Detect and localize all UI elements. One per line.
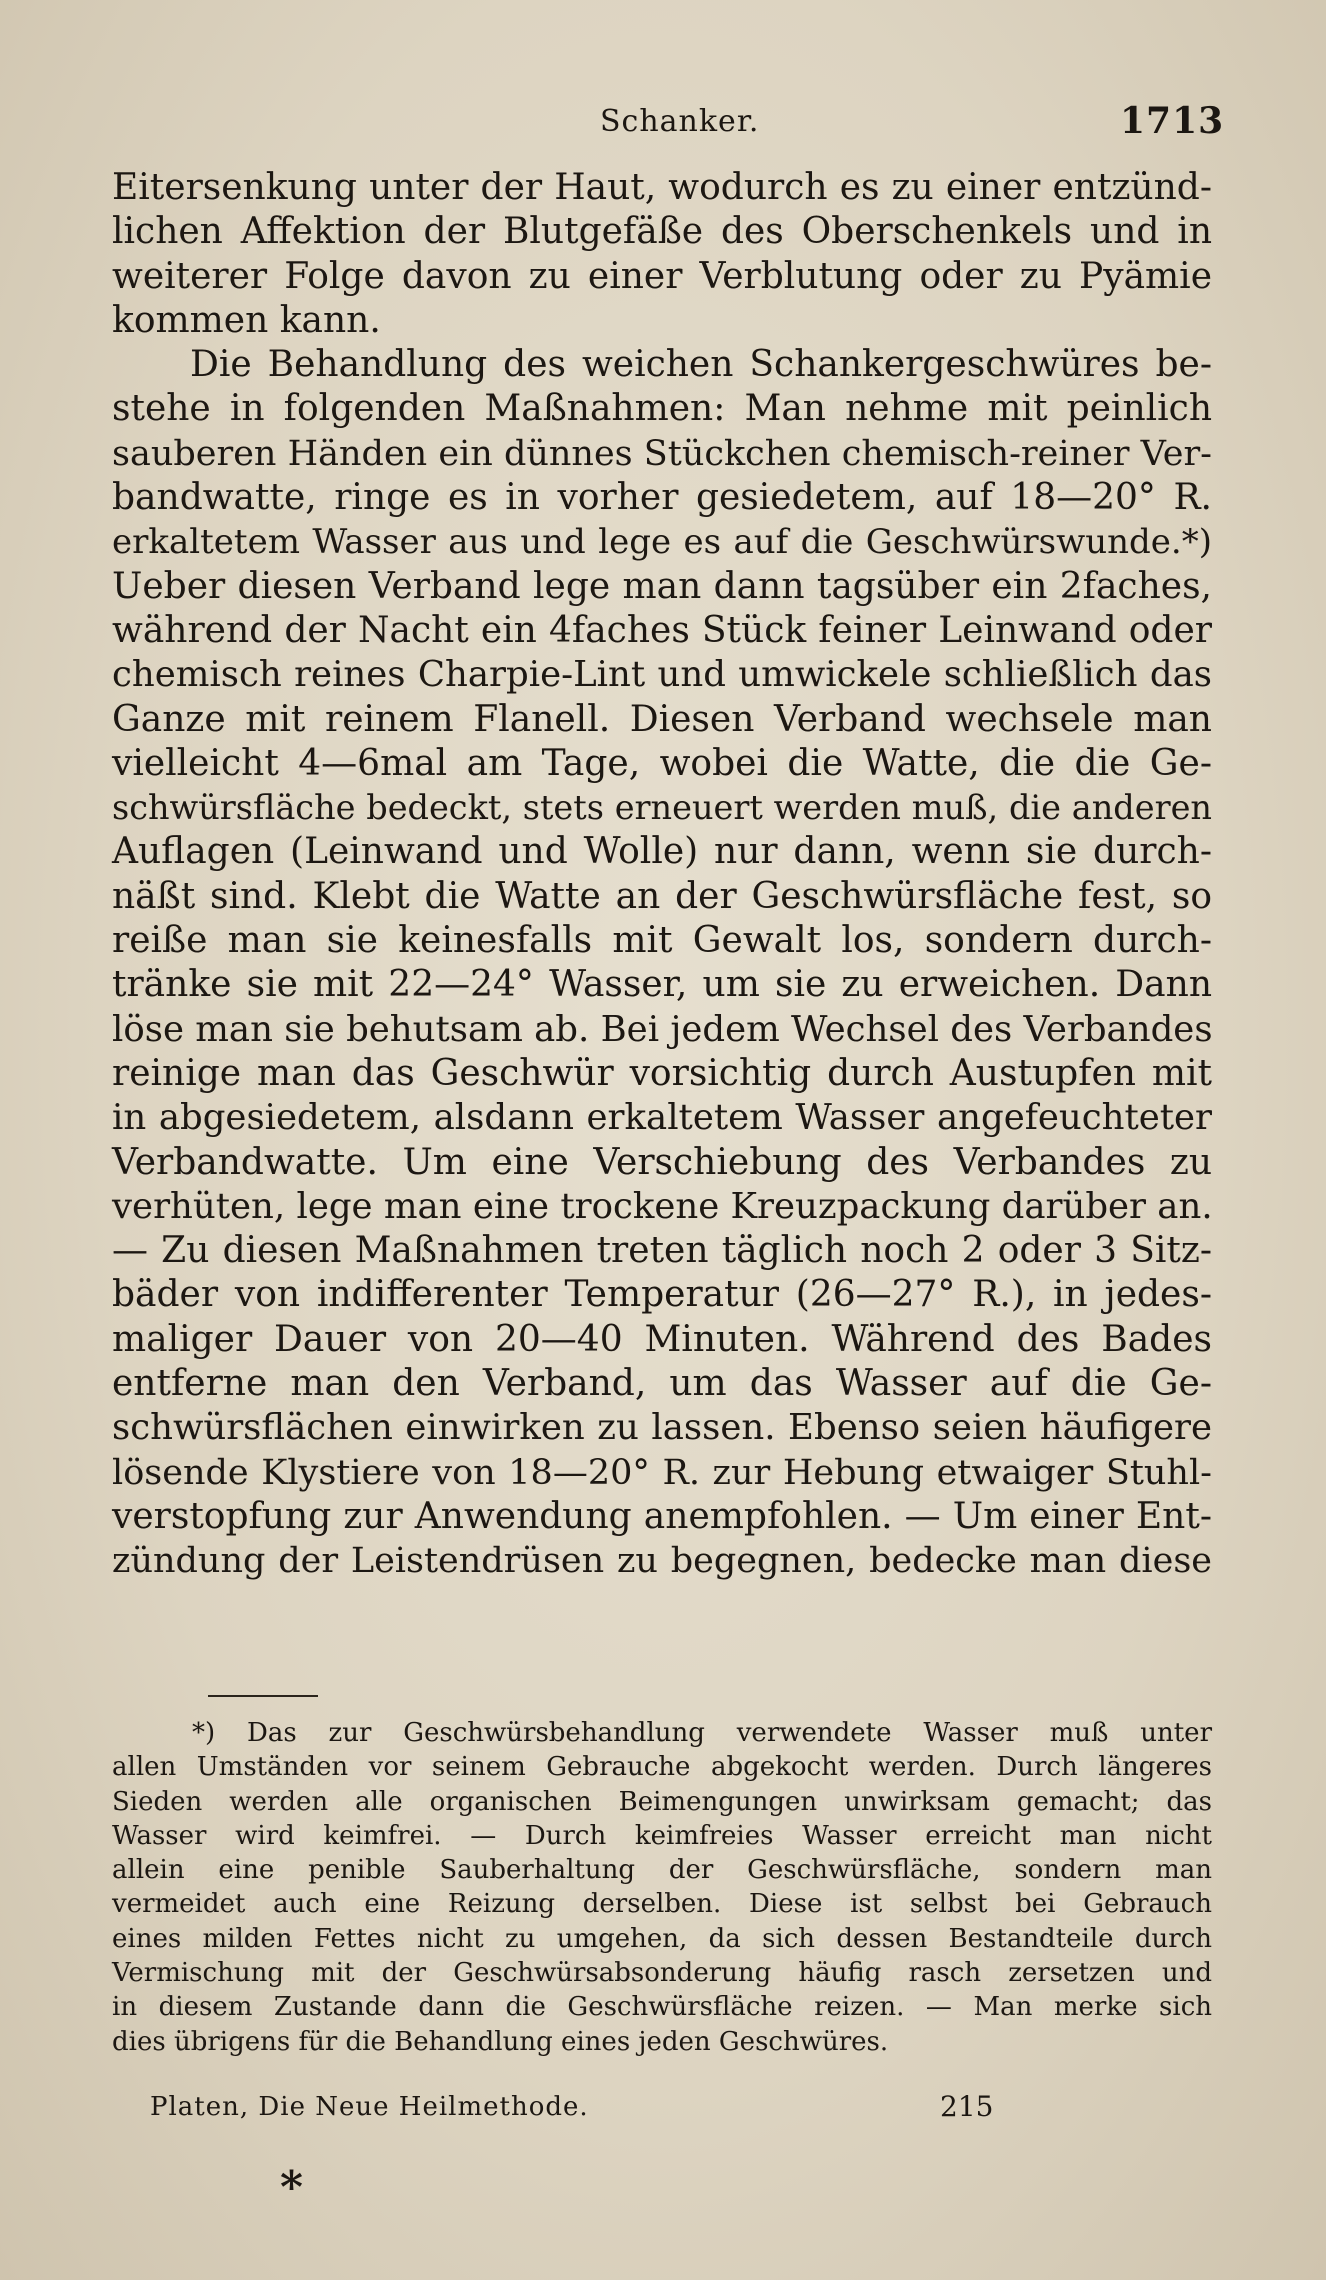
- body-line: kommen kann.: [112, 299, 381, 341]
- body-line: Ueber diesen Verband lege man dann tagsüber ein 2faches,: [112, 565, 1212, 607]
- body-line: Ganze mit reinem Flanell. Diesen Verband wechsele man: [112, 698, 1212, 740]
- footnote-divider: [208, 1695, 318, 1697]
- body-line: maliger Dauer von 20—40 Minuten. Während des Bades: [112, 1318, 1212, 1360]
- body-line: schwürsfläche bedeckt, stets erneuert werden muß, die anderen: [112, 788, 1212, 828]
- body-line: schwürsflächen einwirken zu lassen. Ebenso seien häufigere: [112, 1407, 1212, 1449]
- body-line: chemisch reines Charpie-Lint und umwickele schließlich das: [112, 654, 1212, 696]
- footnote-line: eines milden Fettes nicht zu umgehen, da sich dessen Bestandteile durch: [112, 1923, 1212, 1954]
- running-head-title: Schanker.: [600, 104, 760, 139]
- running-head: [0, 100, 1326, 144]
- body-line: — Zu diesen Maßnahmen treten täglich noch 2 oder 3 Sitz-: [112, 1230, 1212, 1272]
- body-line: lösende Klystiere von 18—20° R. zur Hebung etwaiger Stuhl-: [112, 1452, 1212, 1493]
- body-line: vielleicht 4—6mal am Tage, wobei die Watte, die die Ge-: [112, 742, 1212, 784]
- body-line: löse man sie behutsam ab. Bei jedem Wechsel des Verbandes: [112, 1008, 1213, 1050]
- body-line: verhüten, lege man eine trockene Kreuzpackung darüber an.: [112, 1185, 1213, 1227]
- footnote-line: Wasser wird keimfrei. — Durch keimfreies Wasser erreicht man nicht: [112, 1820, 1212, 1851]
- body-line: Verbandwatte. Um eine Verschiebung des Verbandes zu: [112, 1141, 1212, 1183]
- footnote-line: allen Umständen vor seinem Gebrauche abgekocht werden. Durch längeres: [112, 1752, 1212, 1783]
- signature-star: *: [280, 2162, 304, 2213]
- sheet-number: 215: [940, 2090, 994, 2123]
- footnote-line: Vermischung mit der Geschwürsabsonderung häufig rasch zersetzen und: [112, 1958, 1212, 1989]
- body-text: [112, 166, 1212, 1584]
- body-line: reinige man das Geschwür vorsichtig durch Austupfen mit: [112, 1052, 1212, 1094]
- body-line: stehe in folgenden Maßnahmen: Man nehme mit peinlich: [112, 388, 1212, 430]
- footnote-line: allein eine penible Sauberhaltung der Geschwürsfläche, sondern man: [112, 1855, 1212, 1886]
- footnote-line: *) Das zur Geschwürsbehandlung verwendete Wasser muß unter: [192, 1718, 1212, 1748]
- body-line: lichen Affektion der Blutgefäße des Oberschenkels und in: [112, 211, 1212, 253]
- body-line: zündung der Leistendrüsen zu begegnen, bedecke man diese: [112, 1541, 1212, 1582]
- body-line: sauberen Händen ein dünnes Stückchen chemisch-reiner Ver-: [112, 433, 1212, 474]
- page-number: 1713: [1120, 100, 1225, 142]
- printer-signature: Platen, Die Neue Heilmethode.: [150, 2092, 589, 2122]
- footnote-line: vermeidet auch eine Reizung derselben. Diese ist selbst bei Gebrauch: [112, 1889, 1212, 1920]
- body-line: bäder von indifferenter Temperatur (26—27° R.), in jedes-: [112, 1274, 1212, 1316]
- footnote: [112, 1716, 1212, 2059]
- body-line: reiße man sie keinesfalls mit Gewalt los, sondern durch-: [112, 920, 1212, 962]
- footnote-line: dies übrigens für die Behandlung eines jeden Geschwüres.: [112, 2026, 889, 2057]
- body-line: tränke sie mit 22—24° Wasser, um sie zu erweichen. Dann: [112, 964, 1212, 1006]
- body-line: weiterer Folge davon zu einer Verblutung oder zu Pyämie: [112, 255, 1212, 297]
- body-line: verstopfung zur Anwendung anempfohlen. — Um einer Ent-: [112, 1495, 1212, 1537]
- body-line: in abgesiedetem, alsdann erkaltetem Wasser angefeuchteter: [112, 1097, 1212, 1139]
- body-line: näßt sind. Klebt die Watte an der Geschwürsfläche fest, so: [112, 875, 1212, 917]
- body-line: während der Nacht ein 4faches Stück feiner Leinwand oder: [112, 609, 1212, 651]
- body-line: Eitersenkung unter der Haut, wodurch es zu einer entzünd-: [112, 167, 1212, 208]
- body-line: entferne man den Verband, um das Wasser auf die Ge-: [112, 1363, 1212, 1405]
- footnote-line: Sieden werden alle organischen Beimengungen unwirksam gemacht; das: [112, 1786, 1212, 1817]
- footnote-line: in diesem Zustande dann die Geschwürsfläche reizen. — Man merke sich: [112, 1992, 1212, 2023]
- body-line: Auflagen (Leinwand und Wolle) nur dann, wenn sie durch-: [112, 831, 1212, 873]
- body-line: bandwatte, ringe es in vorher gesiedetem, auf 18—20° R.: [112, 477, 1212, 519]
- body-line: Die Behandlung des weichen Schankergeschwüres be-: [190, 344, 1212, 386]
- body-line: erkaltetem Wasser aus und lege es auf die Geschwürswunde.*): [112, 522, 1212, 563]
